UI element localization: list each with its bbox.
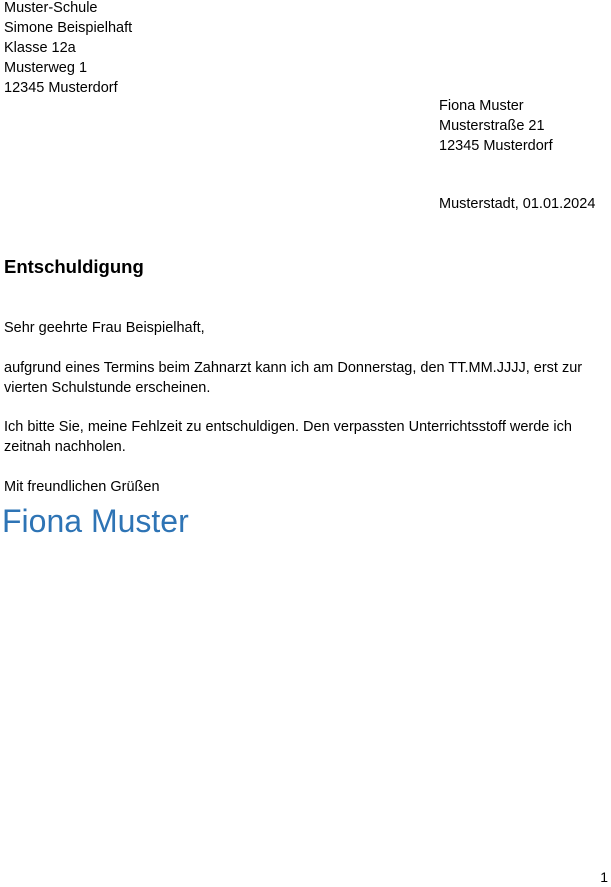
salutation: Sehr geehrte Frau Beispielhaft,: [4, 320, 205, 336]
recipient-line-street: Musterstraße 21: [439, 118, 545, 134]
sender-line-name: Simone Beispielhaft: [4, 20, 133, 36]
closing: Mit freundlichen Grüßen: [4, 479, 160, 495]
body-paragraph-2: Ich bitte Sie, meine Fehlzeit zu entschuldigen. Den verpassten Unterrichtsstoff werde ich zeitnah nachholen.: [4, 419, 572, 455]
sender-address: [4, 0, 132, 98]
date-line: Musterstadt, 01.01.2024: [439, 196, 596, 212]
sender-line-street: Musterweg 1: [4, 60, 88, 76]
signature: Fiona Muster: [2, 503, 189, 539]
page-number: 1: [600, 869, 608, 885]
sender-line-city: 12345 Musterdorf: [4, 80, 118, 96]
sender-line-school: Muster-Schule: [4, 0, 98, 16]
letter-subject: Entschuldigung: [4, 256, 144, 277]
sender-line-class: Klasse 12a: [4, 40, 76, 56]
body-paragraph-1: aufgrund eines Termins beim Zahnarzt kann ich am Donnerstag, den TT.MM.JJJJ, erst zur vierten Schulstunde erscheinen.: [4, 360, 583, 396]
recipient-line-city: 12345 Musterdorf: [439, 138, 553, 154]
recipient-line-name: Fiona Muster: [439, 98, 524, 114]
recipient-address: [439, 96, 553, 156]
